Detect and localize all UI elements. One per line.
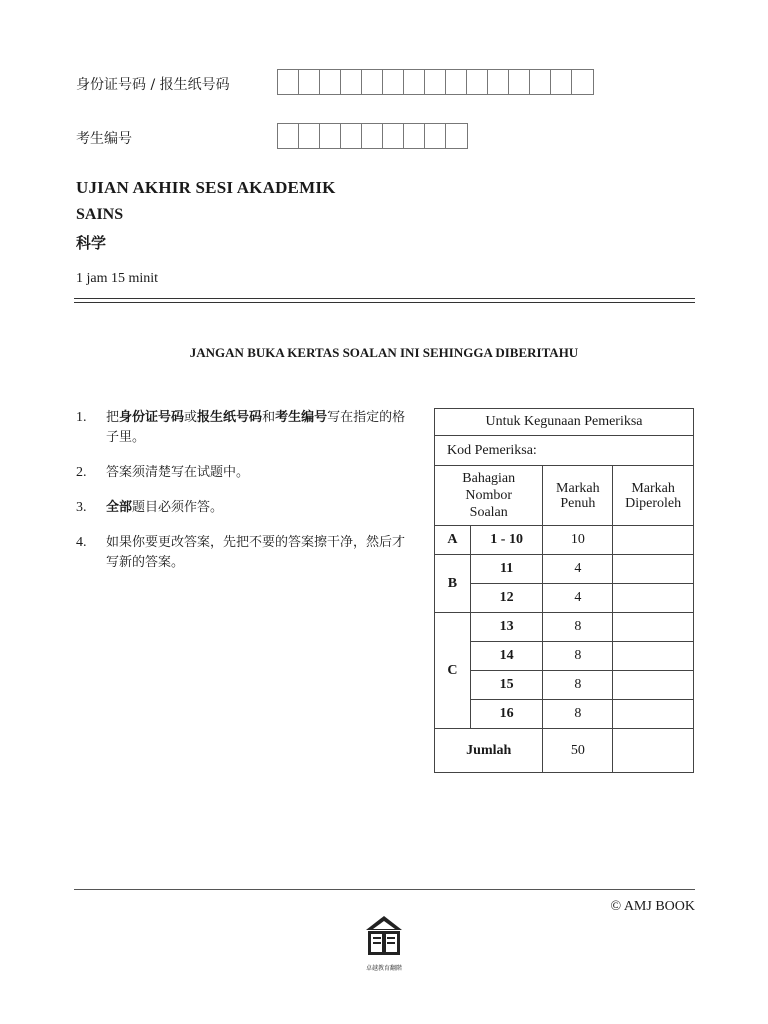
instruction-number: 3. bbox=[76, 500, 87, 515]
id-digit-box[interactable] bbox=[320, 70, 341, 94]
total-full-marks: 50 bbox=[543, 729, 613, 773]
id-number-label: 身份证号码 / 报生纸号码 bbox=[76, 77, 230, 93]
instruction-fragment: 如果你要更改答案，先把不要的答案擦干净，然后才写新的答案。 bbox=[106, 535, 406, 570]
id-digit-box[interactable] bbox=[572, 70, 593, 94]
candidate-digit-box[interactable] bbox=[383, 124, 404, 148]
question-number: 12 bbox=[470, 584, 543, 613]
id-digit-box[interactable] bbox=[362, 70, 383, 94]
divider-top-1 bbox=[74, 298, 695, 299]
candidate-digit-box[interactable] bbox=[320, 124, 341, 148]
full-marks-value: 8 bbox=[543, 671, 613, 700]
instruction-text bbox=[106, 408, 416, 448]
id-digit-box[interactable] bbox=[299, 70, 320, 94]
id-digit-box[interactable] bbox=[404, 70, 425, 94]
instruction-emphasis: 全部 bbox=[106, 500, 133, 515]
marks-obtained-cell[interactable] bbox=[613, 671, 694, 700]
marks-obtained-cell[interactable] bbox=[613, 526, 694, 555]
instruction-emphasis: 考生编号 bbox=[275, 410, 328, 425]
publisher-logo bbox=[354, 914, 414, 972]
colSection-text: Bahagian Nombor Soalan bbox=[462, 471, 516, 520]
id-digit-box[interactable] bbox=[278, 70, 299, 94]
marks-obtained-cell[interactable] bbox=[613, 613, 694, 642]
instruction-number: 2. bbox=[76, 465, 87, 480]
marks-obtained-cell[interactable] bbox=[613, 642, 694, 671]
full-marks-value: 8 bbox=[543, 613, 613, 642]
candidate-number-boxes[interactable] bbox=[277, 123, 468, 149]
candidate-digit-box[interactable] bbox=[404, 124, 425, 148]
section-label-c: C bbox=[435, 613, 471, 729]
marks-obtained-cell[interactable] bbox=[613, 555, 694, 584]
colObt-text: Markah Diperoleh bbox=[625, 480, 682, 511]
publisher-logo-text: 卓越教育翻階 bbox=[365, 965, 402, 972]
instruction-item bbox=[76, 533, 416, 573]
id-digit-box[interactable] bbox=[530, 70, 551, 94]
instruction-fragment: 题目必须作答。 bbox=[132, 500, 224, 515]
instruction-fragment: 写在指定的格子里。 bbox=[106, 410, 406, 445]
section-label-a: A bbox=[435, 526, 471, 555]
instruction-text bbox=[106, 498, 223, 518]
colFull-text: Markah Penuh bbox=[556, 480, 600, 511]
instruction-emphasis: 身份证号码 bbox=[119, 410, 185, 425]
total-marks-obtained-cell[interactable] bbox=[613, 729, 694, 773]
book-house-logo-icon bbox=[354, 914, 414, 958]
instruction-fragment: 或 bbox=[184, 410, 198, 425]
instruction-item bbox=[76, 463, 416, 483]
subject-name-chinese: 科学 bbox=[76, 234, 107, 252]
candidate-digit-box[interactable] bbox=[299, 124, 320, 148]
instruction-text bbox=[106, 533, 416, 573]
question-number: 14 bbox=[470, 642, 543, 671]
column-header-marks-obtained bbox=[613, 466, 694, 526]
candidate-digit-box[interactable] bbox=[425, 124, 446, 148]
marks-obtained-cell[interactable] bbox=[613, 584, 694, 613]
instruction-number: 1. bbox=[76, 410, 87, 425]
candidate-digit-box[interactable] bbox=[278, 124, 299, 148]
question-number: 11 bbox=[470, 555, 543, 584]
candidate-number-label: 考生编号 bbox=[76, 131, 132, 147]
full-marks-value: 8 bbox=[543, 642, 613, 671]
marks-obtained-cell[interactable] bbox=[613, 700, 694, 729]
subject-name: SAINS bbox=[76, 206, 124, 223]
instruction-text bbox=[106, 463, 249, 483]
copyright-notice: © AMJ BOOK bbox=[610, 899, 695, 914]
full-marks-value: 4 bbox=[543, 584, 613, 613]
examiner-marks-table bbox=[434, 408, 694, 773]
exam-duration: 1 jam 15 minit bbox=[76, 271, 159, 286]
instruction-fragment: 把 bbox=[106, 410, 120, 425]
instruction-fragment: 和 bbox=[262, 410, 276, 425]
candidate-digit-box[interactable] bbox=[341, 124, 362, 148]
id-digit-box[interactable] bbox=[446, 70, 467, 94]
id-digit-box[interactable] bbox=[488, 70, 509, 94]
section-label-b: B bbox=[435, 555, 471, 613]
column-header-section bbox=[435, 466, 543, 526]
id-digit-box[interactable] bbox=[383, 70, 404, 94]
divider-bottom bbox=[74, 889, 695, 890]
id-digit-box[interactable] bbox=[341, 70, 362, 94]
do-not-open-warning: JANGAN BUKA KERTAS SOALAN INI SEHINGGA DIBERITAHU bbox=[189, 345, 579, 360]
question-number: 13 bbox=[470, 613, 543, 642]
full-marks-value: 8 bbox=[543, 700, 613, 729]
full-marks-value: 10 bbox=[543, 526, 613, 555]
question-number: 1 - 10 bbox=[470, 526, 543, 555]
exam-title: UJIAN AKHIR SESI AKADEMIK bbox=[76, 178, 336, 197]
instruction-fragment: 答案须清楚写在试题中。 bbox=[106, 465, 250, 480]
total-label: Jumlah bbox=[435, 729, 543, 773]
question-number: 15 bbox=[470, 671, 543, 700]
question-number: 16 bbox=[470, 700, 543, 729]
divider-top-2 bbox=[74, 302, 695, 303]
instruction-item bbox=[76, 408, 416, 448]
instructions-list bbox=[76, 408, 416, 588]
table-heading: Untuk Kegunaan Pemeriksa bbox=[435, 409, 694, 436]
id-digit-box[interactable] bbox=[509, 70, 530, 94]
examiner-code-field[interactable]: Kod Pemeriksa: bbox=[435, 436, 694, 466]
candidate-digit-box[interactable] bbox=[362, 124, 383, 148]
instruction-emphasis: 报生纸号码 bbox=[197, 410, 263, 425]
id-digit-box[interactable] bbox=[551, 70, 572, 94]
id-digit-box[interactable] bbox=[467, 70, 488, 94]
id-digit-box[interactable] bbox=[425, 70, 446, 94]
instruction-item bbox=[76, 498, 416, 518]
id-number-boxes[interactable] bbox=[277, 69, 594, 95]
full-marks-value: 4 bbox=[543, 555, 613, 584]
column-header-full-marks bbox=[543, 466, 613, 526]
candidate-digit-box[interactable] bbox=[446, 124, 467, 148]
instruction-number: 4. bbox=[76, 535, 87, 550]
